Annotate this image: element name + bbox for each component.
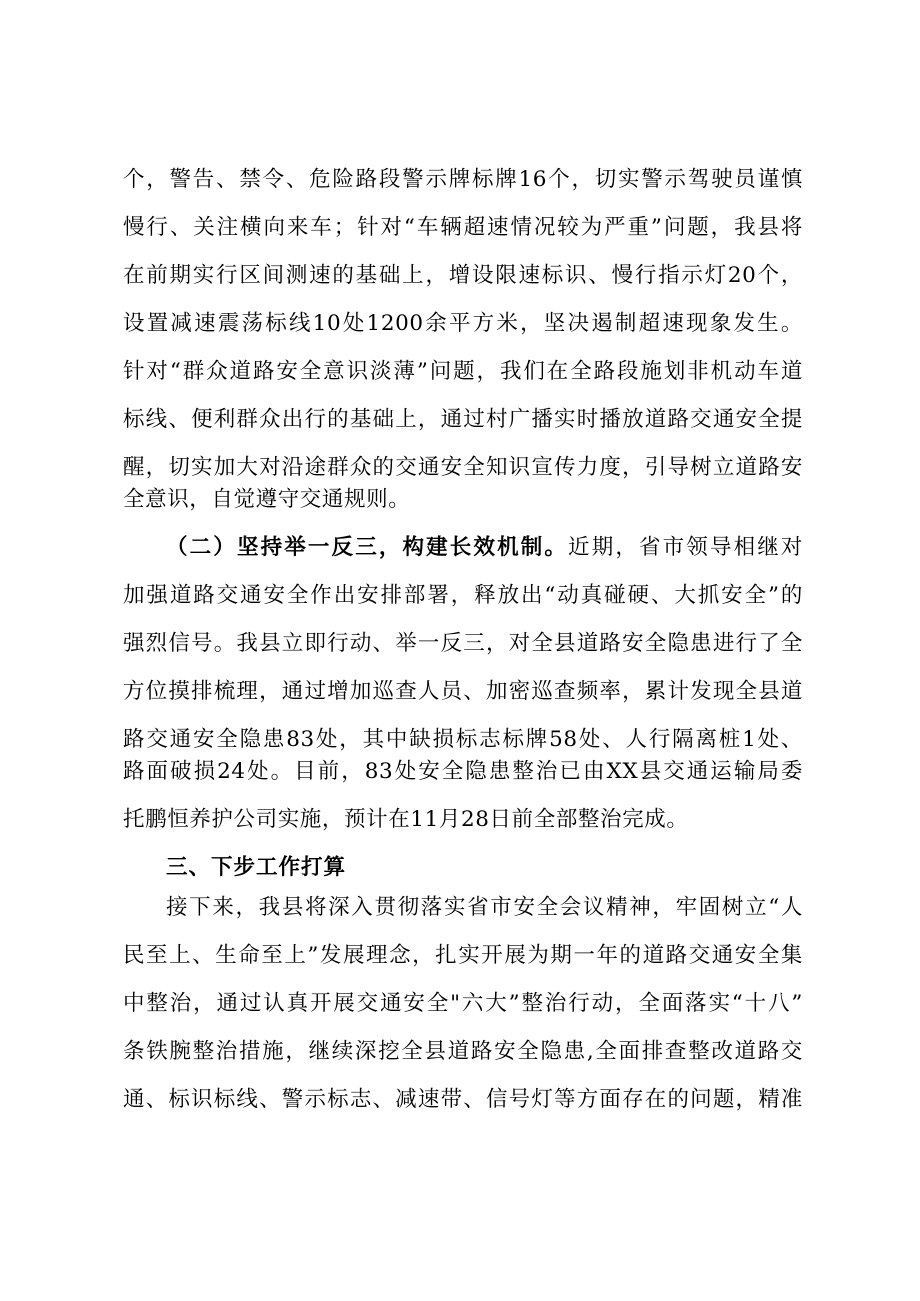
paragraph-line: 民至上、生命至上”发展理念，扎实开展为期一年的道路交通安全集 (123, 943, 803, 968)
paragraph-line: 强烈信号。我县立即行动、举一反三，对全县道路安全隐患进行了全 (123, 631, 803, 656)
paragraph-line: 慢行、关注横向来车；针对“车辆超速情况较为严重”问题，我县将 (123, 215, 803, 240)
paragraph-line: 个，警告、禁令、危险路段警示牌标牌16个，切实警示驾驶员谨慎 (123, 167, 803, 192)
paragraph-line: 全意识，自觉遵守交通规则。 (123, 487, 411, 512)
paragraph-line: 设置减速震荡标线10处1200余平方米，坚决遏制超速现象发生。 (123, 311, 803, 336)
paragraph-lead-rest: 近期，省市领导相继对 (568, 535, 803, 560)
paragraph-line: 路面破损24处。目前，83处安全隐患整治已由XX县交通运输局委 (123, 759, 803, 784)
paragraph-lead-bold: （二）坚持举一反三，构建长效机制。 (166, 535, 569, 560)
section-heading: 三、下步工作打算 (166, 855, 347, 880)
paragraph-line: 加强道路交通安全作出安排部署，释放出“动真碰硬、大抓安全”的 (123, 583, 803, 608)
paragraph-lead-line (166, 531, 803, 565)
paragraph-line: 针对“群众道路安全意识淡薄”问题，我们在全路段施划非机动车道 (123, 359, 803, 384)
paragraph-line: 在前期实行区间测速的基础上，增设限速标识、慢行指示灯20个， (123, 263, 803, 288)
paragraph-line: 通、标识标线、警示标志、减速带、信号灯等方面存在的问题，精准 (123, 1087, 803, 1112)
paragraph-line: 条铁腕整治措施，继续深挖全县道路安全隐患,全面排查整改道路交 (123, 1039, 803, 1064)
paragraph-line: 中整治，通过认真开展交通安全"六大”整治行动，全面落实“十八” (123, 991, 803, 1016)
paragraph-line: 托鹏恒养护公司实施，预计在11月28日前全部整治完成。 (123, 807, 689, 832)
paragraph-line: 标线、便利群众出行的基础上，通过村广播实时播放道路交通安全提 (123, 407, 803, 432)
paragraph-line: 醒，切实加大对沿途群众的交通安全知识宣传力度，引导树立道路安 (123, 455, 803, 480)
paragraph-line: 路交通安全隐患83处，其中缺损标志标牌58处、人行隔离桩1处、 (123, 727, 803, 752)
paragraph-line: 接下来，我县将深入贯彻落实省市安全会议精神，牢固树立“人 (166, 895, 803, 920)
paragraph-line: 方位摸排梳理，通过增加巡查人员、加密巡查频率，累计发现全县道 (123, 679, 803, 704)
